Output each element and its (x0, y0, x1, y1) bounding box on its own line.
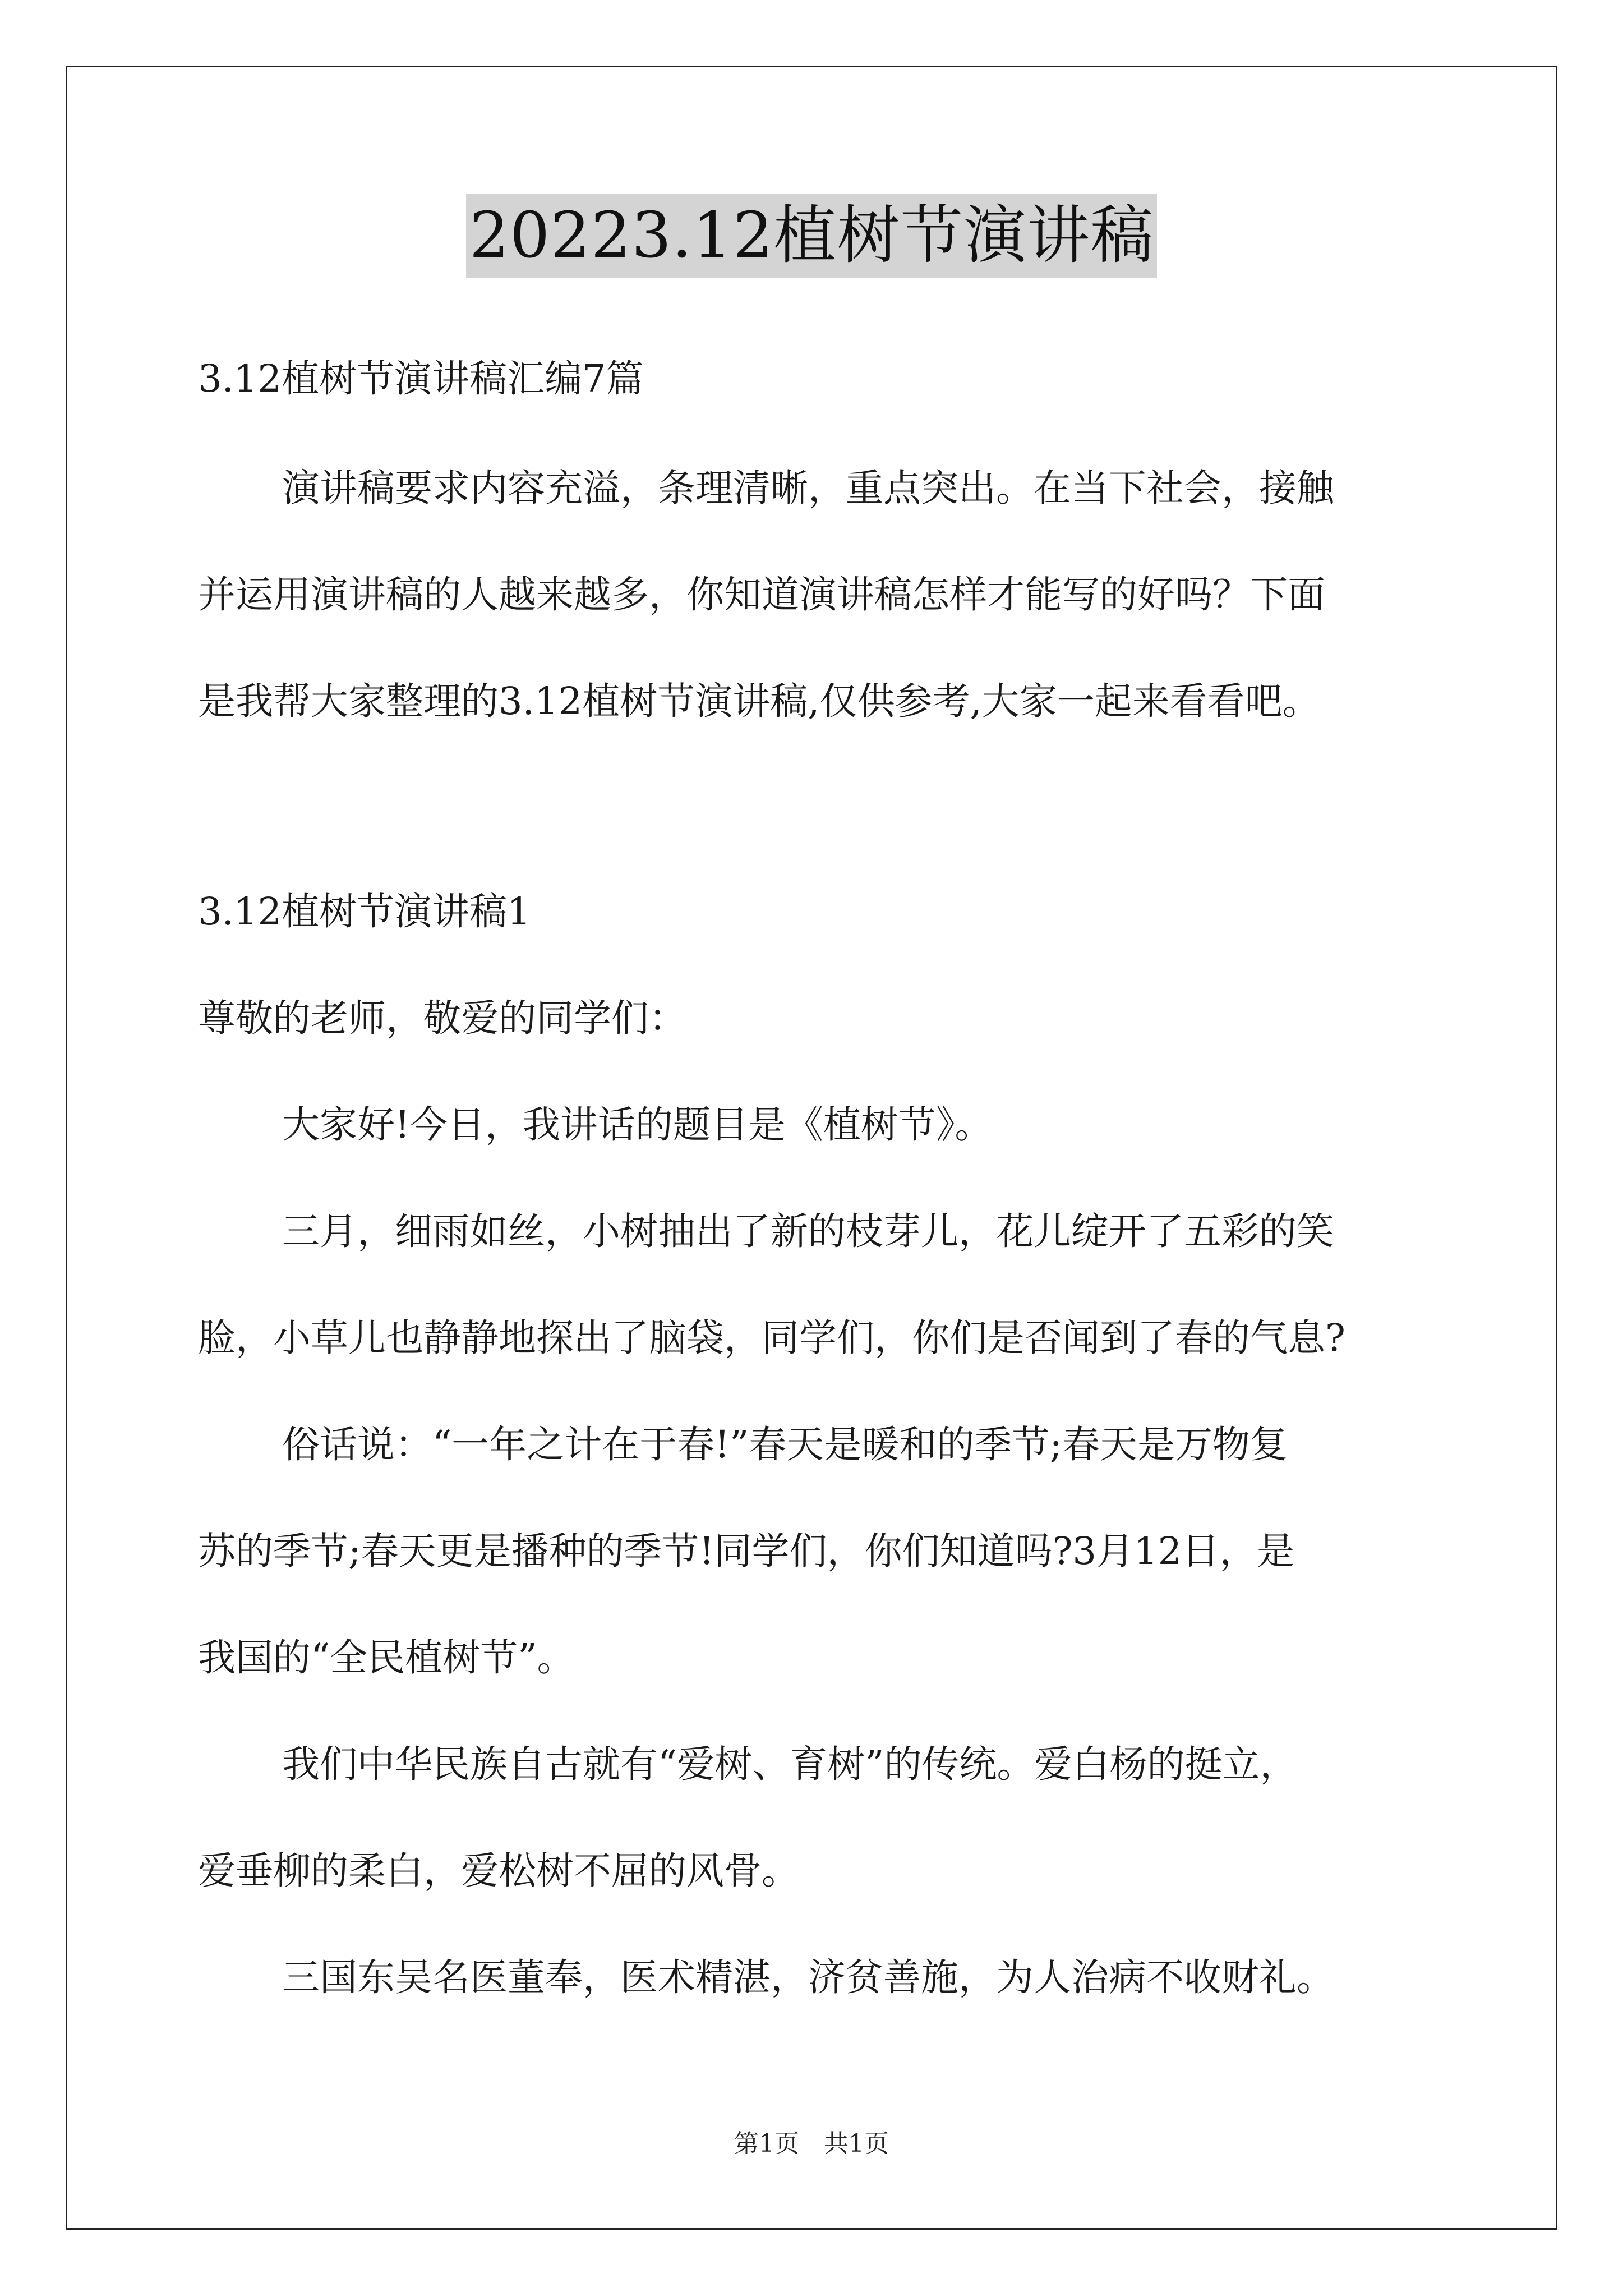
page-number-current: 第1页 (734, 2129, 799, 2158)
page-number-total: 共1页 (824, 2129, 889, 2158)
body-line: 爱垂柳的柔白，爱松树不屈的风骨。 (198, 1849, 799, 1893)
body-line: 三国东吴名医董奉，医术精湛，济贫善施，为人治病不收财礼。 (282, 1955, 1334, 1999)
intro-line: 并运用演讲稿的人越来越多，你知道演讲稿怎样才能写的好吗？下面 (198, 573, 1325, 616)
body-line: 我国的“全民植树节”。 (198, 1636, 575, 1680)
intro-line: 是我帮大家整理的3.12植树节演讲稿,仅供参考,大家一起来看看吧。 (198, 679, 1320, 723)
salutation: 尊敬的老师，敬爱的同学们： (198, 996, 686, 1040)
body-line: 俗话说：“一年之计在于春!”春天是暖和的季节;春天是万物复 (282, 1423, 1288, 1466)
section-heading: 3.12植树节演讲稿1 (198, 890, 531, 933)
document-title: 20223.12植树节演讲稿 (466, 194, 1157, 278)
body-line: 我们中华民族自古就有“爱树、育树”的传统。爱白杨的挺立， (282, 1742, 1298, 1786)
title-container (0, 194, 1623, 278)
page-footer (0, 2127, 1623, 2161)
body-line: 三月，细雨如丝，小树抽出了新的枝芽儿，花儿绽开了五彩的笑 (282, 1209, 1334, 1253)
body-line: 苏的季节;春天更是播种的季节!同学们，你们知道吗?3月12日，是 (198, 1529, 1295, 1573)
body-line: 脸，小草儿也静静地探出了脑袋，同学们，你们是否闻到了春的气息? (198, 1316, 1345, 1360)
intro-line: 演讲稿要求内容充溢，条理清晰，重点突出。在当下社会，接触 (282, 466, 1334, 510)
subtitle: 3.12植树节演讲稿汇编7篇 (198, 357, 644, 401)
body-line: 大家好!今日，我讲话的题目是《植树节》。 (282, 1103, 993, 1147)
